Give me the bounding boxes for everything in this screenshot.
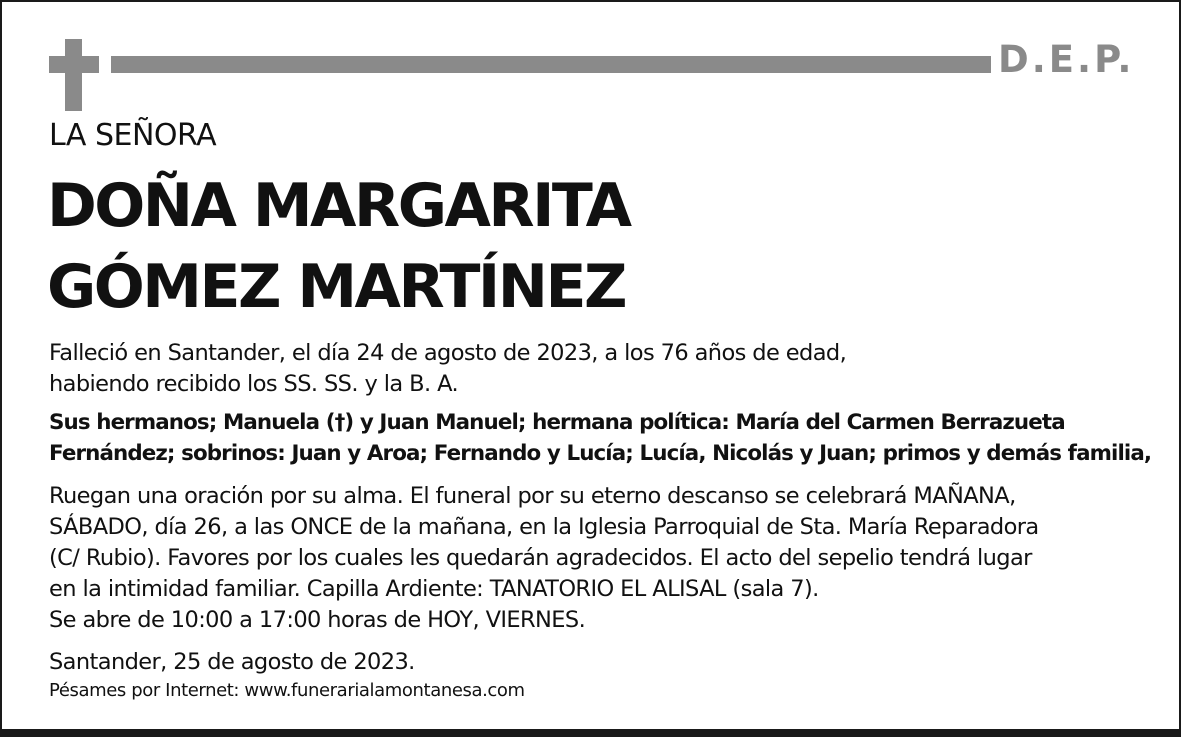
intro-label: LA SEÑORA — [49, 118, 217, 153]
funeral-line: en la intimidad familiar. Capilla Ardiente: TANATORIO EL ALISAL (sala 7). — [49, 576, 819, 602]
cross-icon-vertical — [65, 39, 82, 111]
family-line: Fernández; sobrinos: Juan y Aroa; Fernando y Lucía; Lucía, Nicolás y Juan; primos y demás familia, — [49, 441, 1152, 466]
funeral-line: Se abre de 10:00 a 17:00 horas de HOY, VIERNES. — [49, 607, 586, 633]
dep-label: D.E.P. — [998, 38, 1135, 81]
funeral-details — [49, 481, 1039, 636]
header-rule — [111, 56, 991, 73]
funeral-line: (C/ Rubio). Favores por los cuales les quedarán agradecidos. El acto del sepelio tendrá lugar — [49, 545, 1032, 571]
condolences-link[interactable]: Pésames por Internet: www.funerarialamontanesa.com — [49, 680, 525, 701]
funeral-line: SÁBADO, día 26, a las ONCE de la mañana, en la Iglesia Parroquial de Sta. María Reparadora — [49, 514, 1039, 540]
deceased-name-line2: GÓMEZ MARTÍNEZ — [47, 252, 625, 322]
place-date: Santander, 25 de agosto de 2023. — [49, 649, 415, 675]
death-notice — [49, 338, 846, 400]
death-notice-line: habiendo recibido los SS. SS. y la B. A. — [49, 371, 459, 397]
family-line: Sus hermanos; Manuela (†) y Juan Manuel; hermana política: María del Carmen Berrazueta — [49, 410, 1065, 435]
cross-icon-horizontal — [49, 56, 99, 73]
family-list — [49, 407, 1151, 469]
deceased-name-line1: DOÑA MARGARITA — [47, 171, 630, 241]
death-notice-line: Falleció en Santander, el día 24 de agosto de 2023, a los 76 años de edad, — [49, 340, 847, 366]
funeral-line: Ruegan una oración por su alma. El funeral por su eterno descanso se celebrará MAÑANA, — [49, 483, 1016, 509]
